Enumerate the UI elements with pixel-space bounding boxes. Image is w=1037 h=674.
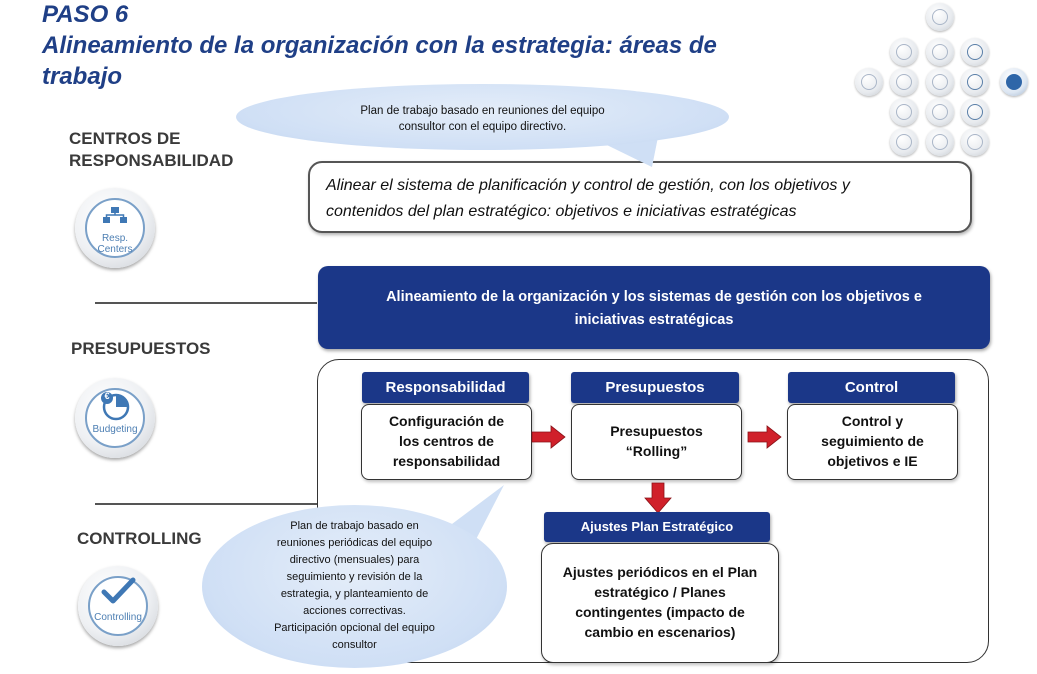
presupuestos-header: Presupuestos	[571, 372, 739, 403]
ajustes-line2: estratégico / Planes	[594, 584, 726, 600]
presupuestos-line1: Presupuestos	[610, 423, 703, 439]
responsabilidad-line1: Configuración de	[388, 413, 505, 429]
bottom-callout-line4: seguimiento y revisión de la	[286, 571, 423, 583]
people-icon	[926, 68, 954, 96]
controlling-small-icon	[961, 98, 989, 126]
divider-top	[95, 302, 317, 304]
bottom-callout-line8: consultor	[332, 639, 377, 651]
responsabilidad-line3: responsabilidad	[392, 453, 501, 469]
team-icon	[961, 128, 989, 156]
section-centros	[69, 128, 233, 172]
euro-symbol: €	[104, 391, 110, 401]
power-icon	[1000, 68, 1028, 96]
divider-bottom	[95, 503, 317, 505]
ajustes-line4: cambio en escenarios)	[584, 624, 736, 640]
objective-line2: contenidos del plan estratégico: objetivos e iniciativas estratégicas	[326, 203, 797, 220]
responsabilidad-line2: los centros de	[399, 433, 494, 449]
house-icon	[926, 98, 954, 126]
responsabilidad-header: Responsabilidad	[362, 372, 529, 403]
section-centros-line2: RESPONSABILIDAD	[69, 151, 234, 170]
control-line1: Control y	[841, 413, 904, 429]
controlling-badge	[78, 566, 158, 646]
resp-centers-badge	[75, 188, 155, 268]
resp-badge-label-1: Resp.	[101, 233, 129, 244]
banner-line2: iniciativas estratégicas	[574, 312, 734, 328]
bulb-icon	[926, 128, 954, 156]
arrow-right-1	[531, 424, 567, 450]
org-chart-icon	[102, 206, 128, 228]
bottom-callout-line6: acciones correctivas.	[303, 605, 406, 617]
ajustes-line1: Ajustes periódicos en el Plan	[562, 564, 758, 580]
responsabilidad-box	[361, 404, 532, 480]
presupuestos-box	[571, 404, 742, 480]
budgeting-badge-label: Budgeting	[92, 424, 138, 435]
resp-centers-small-icon	[961, 38, 989, 66]
controlling-badge-label: Controlling	[94, 612, 142, 623]
ajustes-line3: contingentes (impacto de	[575, 604, 745, 620]
dart-icon	[890, 98, 918, 126]
eye-icon	[890, 68, 918, 96]
target-icon	[855, 68, 883, 96]
budgeting-small-icon	[961, 68, 989, 96]
arrow-down	[644, 482, 672, 514]
control-line3: objetivos e IE	[827, 453, 918, 469]
section-controlling: CONTROLLING	[77, 529, 202, 548]
step-label: PASO 6	[42, 1, 129, 28]
bottom-callout-line7: Participación opcional del equipo	[274, 622, 435, 634]
page-title: Alineamiento de la organización con la estrategia: áreas de	[42, 32, 717, 59]
bottom-callout-line3: directivo (mensuales) para	[289, 554, 420, 566]
section-presupuestos: PRESUPUESTOS	[71, 339, 211, 358]
objective-text	[326, 173, 850, 225]
bottom-callout-line2: reuniones periódicas del equipo	[276, 537, 433, 549]
top-callout	[236, 84, 729, 150]
globe-icon	[926, 3, 954, 31]
bar-chart-icon	[926, 38, 954, 66]
objective-line1: Alinear el sistema de planificación y control de gestión, con los objetivos y	[326, 177, 850, 194]
control-header: Control	[788, 372, 955, 403]
resp-badge-label-2: Centers	[97, 244, 133, 255]
bottom-callout-line5: estrategia, y planteamiento de	[280, 588, 429, 600]
ajustes-header: Ajustes Plan Estratégico	[544, 512, 770, 542]
presupuestos-line2: “Rolling”	[625, 443, 688, 459]
budgeting-badge	[75, 378, 155, 458]
top-callout-line2: consultor con el equipo directivo.	[398, 121, 567, 133]
top-callout-line1: Plan de trabajo basado en reuniones del equipo	[360, 105, 605, 117]
bottom-callout-line1: Plan de trabajo basado en	[290, 520, 419, 532]
objective-box	[308, 161, 972, 233]
strategy-banner	[318, 266, 990, 349]
section-centros-line1: CENTROS DE	[69, 129, 181, 148]
banner-line1: Alineamiento de la organización y los sistemas de gestión con los objetivos e	[386, 289, 922, 305]
flag-icon	[890, 128, 918, 156]
magnifier-icon	[890, 38, 918, 66]
bottom-callout	[202, 505, 507, 668]
arrow-right-2	[747, 424, 783, 450]
control-box	[787, 404, 958, 480]
checkmark-icon	[98, 576, 138, 608]
page-title-continued: trabajo	[42, 63, 123, 90]
ajustes-box	[541, 543, 779, 663]
control-line2: seguimiento de	[821, 433, 924, 449]
